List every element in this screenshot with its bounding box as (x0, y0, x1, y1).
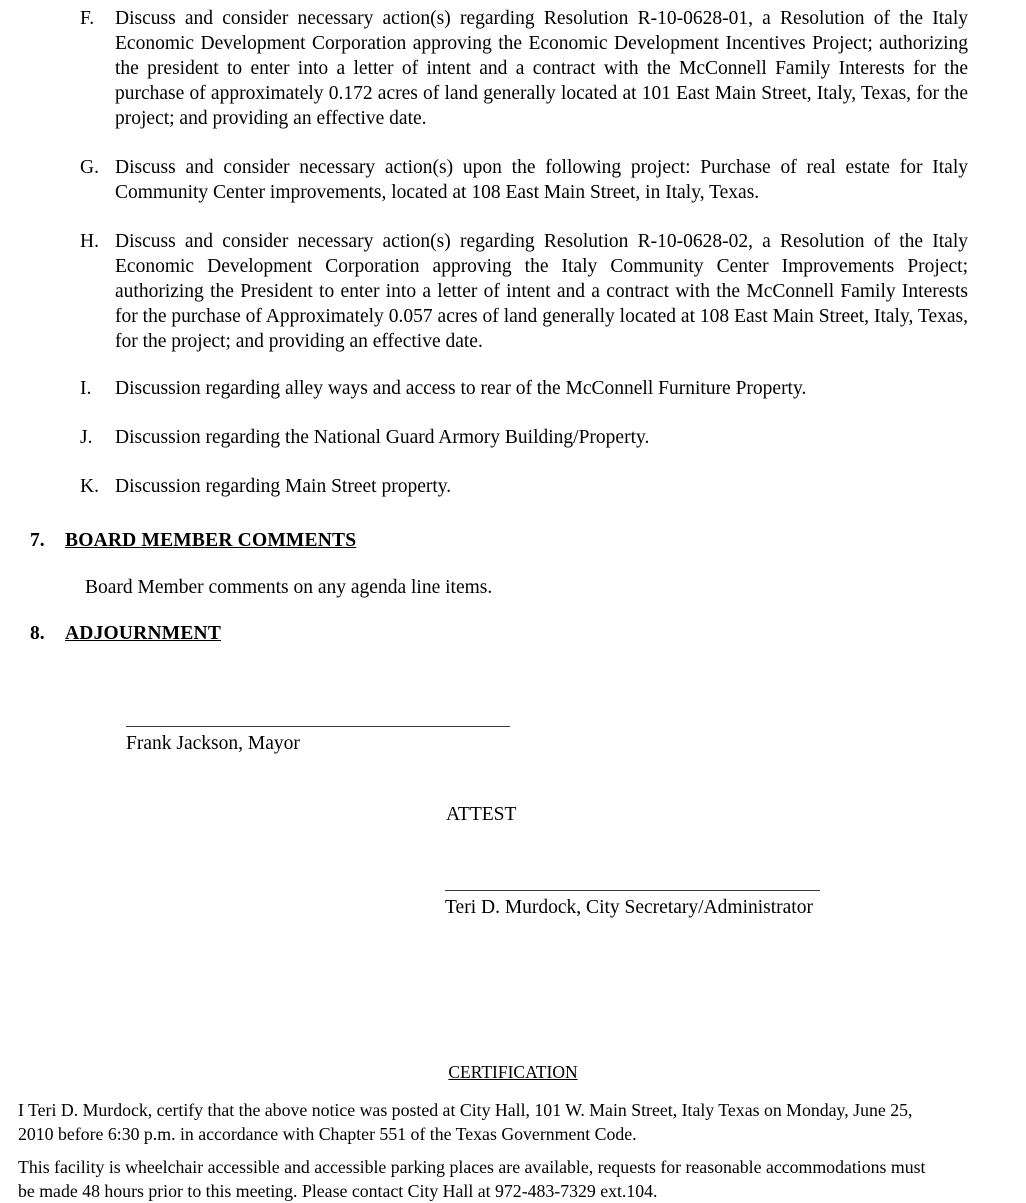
agenda-item-g (0, 155, 1026, 205)
agenda-item-marker: G. (80, 157, 99, 178)
certification-heading (0, 1061, 1026, 1083)
agenda-item-marker: H. (80, 231, 99, 252)
attest-label: ATTEST (446, 804, 517, 825)
section-7-title: BOARD MEMBER COMMENTS (65, 530, 357, 551)
section-7-body: Board Member comments on any agenda line items. (85, 577, 493, 598)
agenda-item-marker: K. (80, 476, 99, 497)
mayor-signature-line (126, 726, 510, 727)
agenda-item-text: Discuss and consider necessary action(s) regarding Resolution R-10-0628-01, a Resolution of the Italy Economic Development Corporation approving the Economic Development Incentives Project; authorizing the president to enter into a letter of intent and a contract with the McConnell Family Interests for the purchase of approximately 0.172 acres of land generally located at 101 East Main Street, Italy, Texas, for the project; and providing an effective date. (115, 8, 968, 129)
agenda-item-marker: F. (80, 8, 95, 29)
secretary-name-label: Teri D. Murdock, City Secretary/Administrator (445, 897, 813, 918)
agenda-item-f (0, 6, 1026, 131)
section-8-number: 8. (30, 623, 45, 644)
agenda-item-i (0, 376, 1026, 401)
agenda-item-text: Discussion regarding Main Street property. (115, 476, 452, 497)
agenda-item-marker: I. (80, 378, 92, 399)
section-7-heading (0, 528, 1026, 553)
agenda-item-k (0, 474, 1026, 499)
certification-paragraph-1: I Teri D. Murdock, certify that the above notice was posted at City Hall, 101 W. Main Street, Italy Texas on Monday, June 25, 2010 before 6:30 p.m. in accordance with Chapter 551 of the Texas Government Code. (18, 1100, 913, 1144)
mayor-name-label: Frank Jackson, Mayor (126, 733, 300, 754)
section-8-title: ADJOURNMENT (65, 623, 222, 644)
agenda-item-text: Discuss and consider necessary action(s) regarding Resolution R-10-0628-02, a Resolution of the Italy Economic Development Corporation approving the Italy Community Center Improvements Project; authorizing the President to enter into a letter of intent and a contract with the McConnell Family Interests for the purchase of Approximately 0.057 acres of land generally located at 108 East Main Street, Italy, Texas, for the project; and providing an effective date. (115, 231, 968, 352)
agenda-item-marker: J. (80, 427, 93, 448)
agenda-item-j (0, 425, 1026, 450)
certification-heading-text: CERTIFICATION (448, 1062, 578, 1082)
agenda-lettered-list (0, 6, 1026, 521)
agenda-item-text: Discussion regarding alley ways and access to rear of the McConnell Furniture Property. (115, 378, 807, 399)
certification-paragraph-2: This facility is wheelchair accessible and accessible parking places are available, requests for reasonable accommodations must be made 48 hours prior to this meeting. Please contact City Hall at 972-483-7329 ext.104. (18, 1157, 926, 1201)
section-7-number: 7. (30, 530, 45, 551)
section-8-heading (0, 621, 1026, 646)
agenda-item-text: Discussion regarding the National Guard Armory Building/Property. (115, 427, 650, 448)
secretary-signature-line (445, 890, 820, 891)
agenda-item-h (0, 229, 1026, 354)
agenda-item-text: Discuss and consider necessary action(s) upon the following project: Purchase of real estate for Italy Community Center improvements, located at 108 East Main Street, in Italy, Texas. (115, 157, 968, 203)
